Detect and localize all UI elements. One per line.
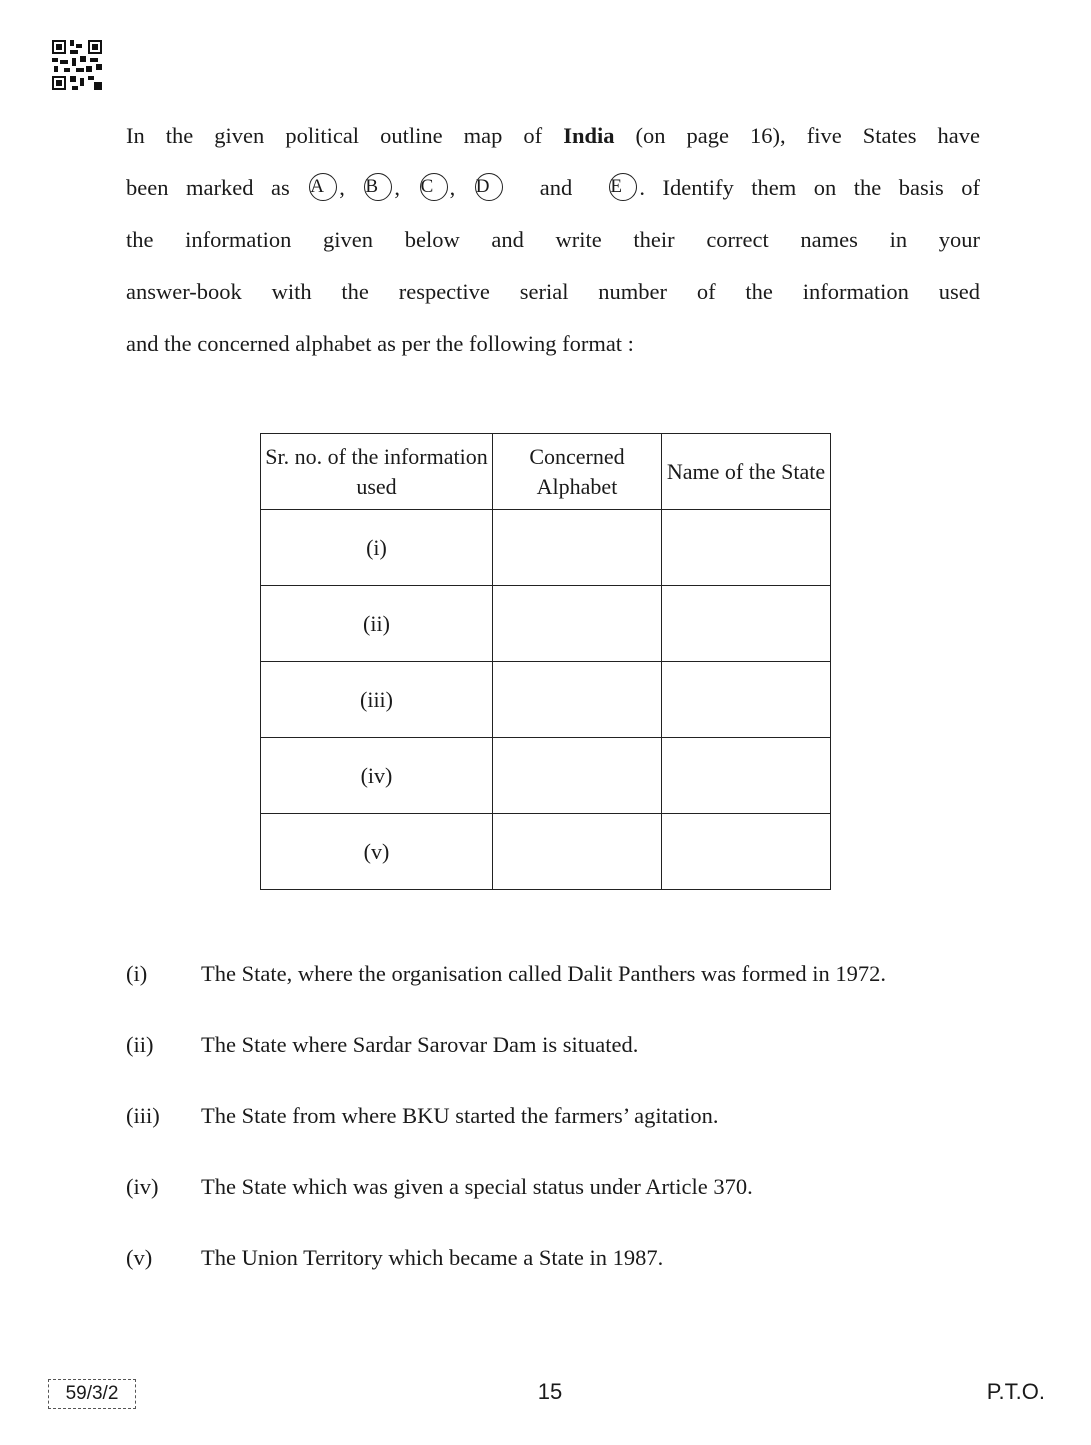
alphabet-cell xyxy=(493,662,662,738)
state-cell xyxy=(662,814,831,890)
row-serial: (iii) xyxy=(261,662,493,738)
list-item xyxy=(126,955,980,992)
row-serial: (v) xyxy=(261,814,493,890)
table-row xyxy=(261,814,831,890)
table-row xyxy=(261,738,831,814)
circled-letter-e: E xyxy=(609,173,637,201)
row-serial: (i) xyxy=(261,510,493,586)
circled-letter-d: D xyxy=(475,173,503,201)
table-row xyxy=(261,510,831,586)
alphabet-cell xyxy=(493,738,662,814)
alphabet-cell xyxy=(493,510,662,586)
list-item xyxy=(126,1097,980,1134)
instruction-paragraph xyxy=(126,110,980,370)
item-text: The State where Sardar Sarovar Dam is situated. xyxy=(201,1032,639,1057)
qr-code xyxy=(52,40,102,90)
item-text: The Union Territory which became a State in 1987. xyxy=(201,1245,664,1270)
item-number: (ii) xyxy=(126,1032,154,1057)
item-number: (v) xyxy=(126,1245,153,1270)
state-cell xyxy=(662,662,831,738)
item-text: The State, where the organisation called Dalit Panthers was formed in 1972. xyxy=(201,961,887,986)
list-item xyxy=(126,1239,980,1276)
information-list xyxy=(126,955,980,1310)
intro-line-3: the information given below and write their correct names in your xyxy=(126,227,980,252)
table-row xyxy=(261,662,831,738)
header-sr-no: Sr. no. of the information used xyxy=(261,434,493,510)
item-number: (iii) xyxy=(126,1103,160,1128)
item-text: The State from where BKU started the farmers’ agitation. xyxy=(201,1103,719,1128)
item-number: (iv) xyxy=(126,1174,159,1199)
state-cell xyxy=(662,510,831,586)
row-serial: (ii) xyxy=(261,586,493,662)
alphabet-cell xyxy=(493,814,662,890)
list-item xyxy=(126,1026,980,1063)
intro-line-2: been marked as A , B , C , D and E . Identify them on the basis of xyxy=(126,162,980,214)
intro-line-5: and the concerned alphabet as per the following format : xyxy=(126,331,634,356)
page-number: 15 xyxy=(537,1379,563,1404)
alphabet-cell xyxy=(493,586,662,662)
table-header-row xyxy=(261,434,831,510)
intro-line-1: In the given political outline map of India (on page 16), five States have xyxy=(126,123,980,148)
circled-letter-c: C xyxy=(420,173,448,201)
header-state-name: Name of the State xyxy=(662,434,831,510)
item-text: The State which was given a special status under Article 370. xyxy=(201,1174,753,1199)
state-cell xyxy=(662,586,831,662)
row-serial: (iv) xyxy=(261,738,493,814)
item-number: (i) xyxy=(126,961,148,986)
list-item xyxy=(126,1168,980,1205)
table-row xyxy=(261,586,831,662)
answer-format-table xyxy=(260,433,831,890)
intro-line-4: answer-book with the respective serial number of the information used xyxy=(126,279,980,304)
pto-label: P.T.O. xyxy=(986,1379,1045,1404)
india-bold: India xyxy=(563,123,615,148)
state-cell xyxy=(662,738,831,814)
paper-code: 59/3/2 xyxy=(48,1379,136,1409)
header-alphabet: Concerned Alphabet xyxy=(493,434,662,510)
circled-letter-b: B xyxy=(364,173,392,201)
circled-letter-a: A xyxy=(309,173,337,201)
